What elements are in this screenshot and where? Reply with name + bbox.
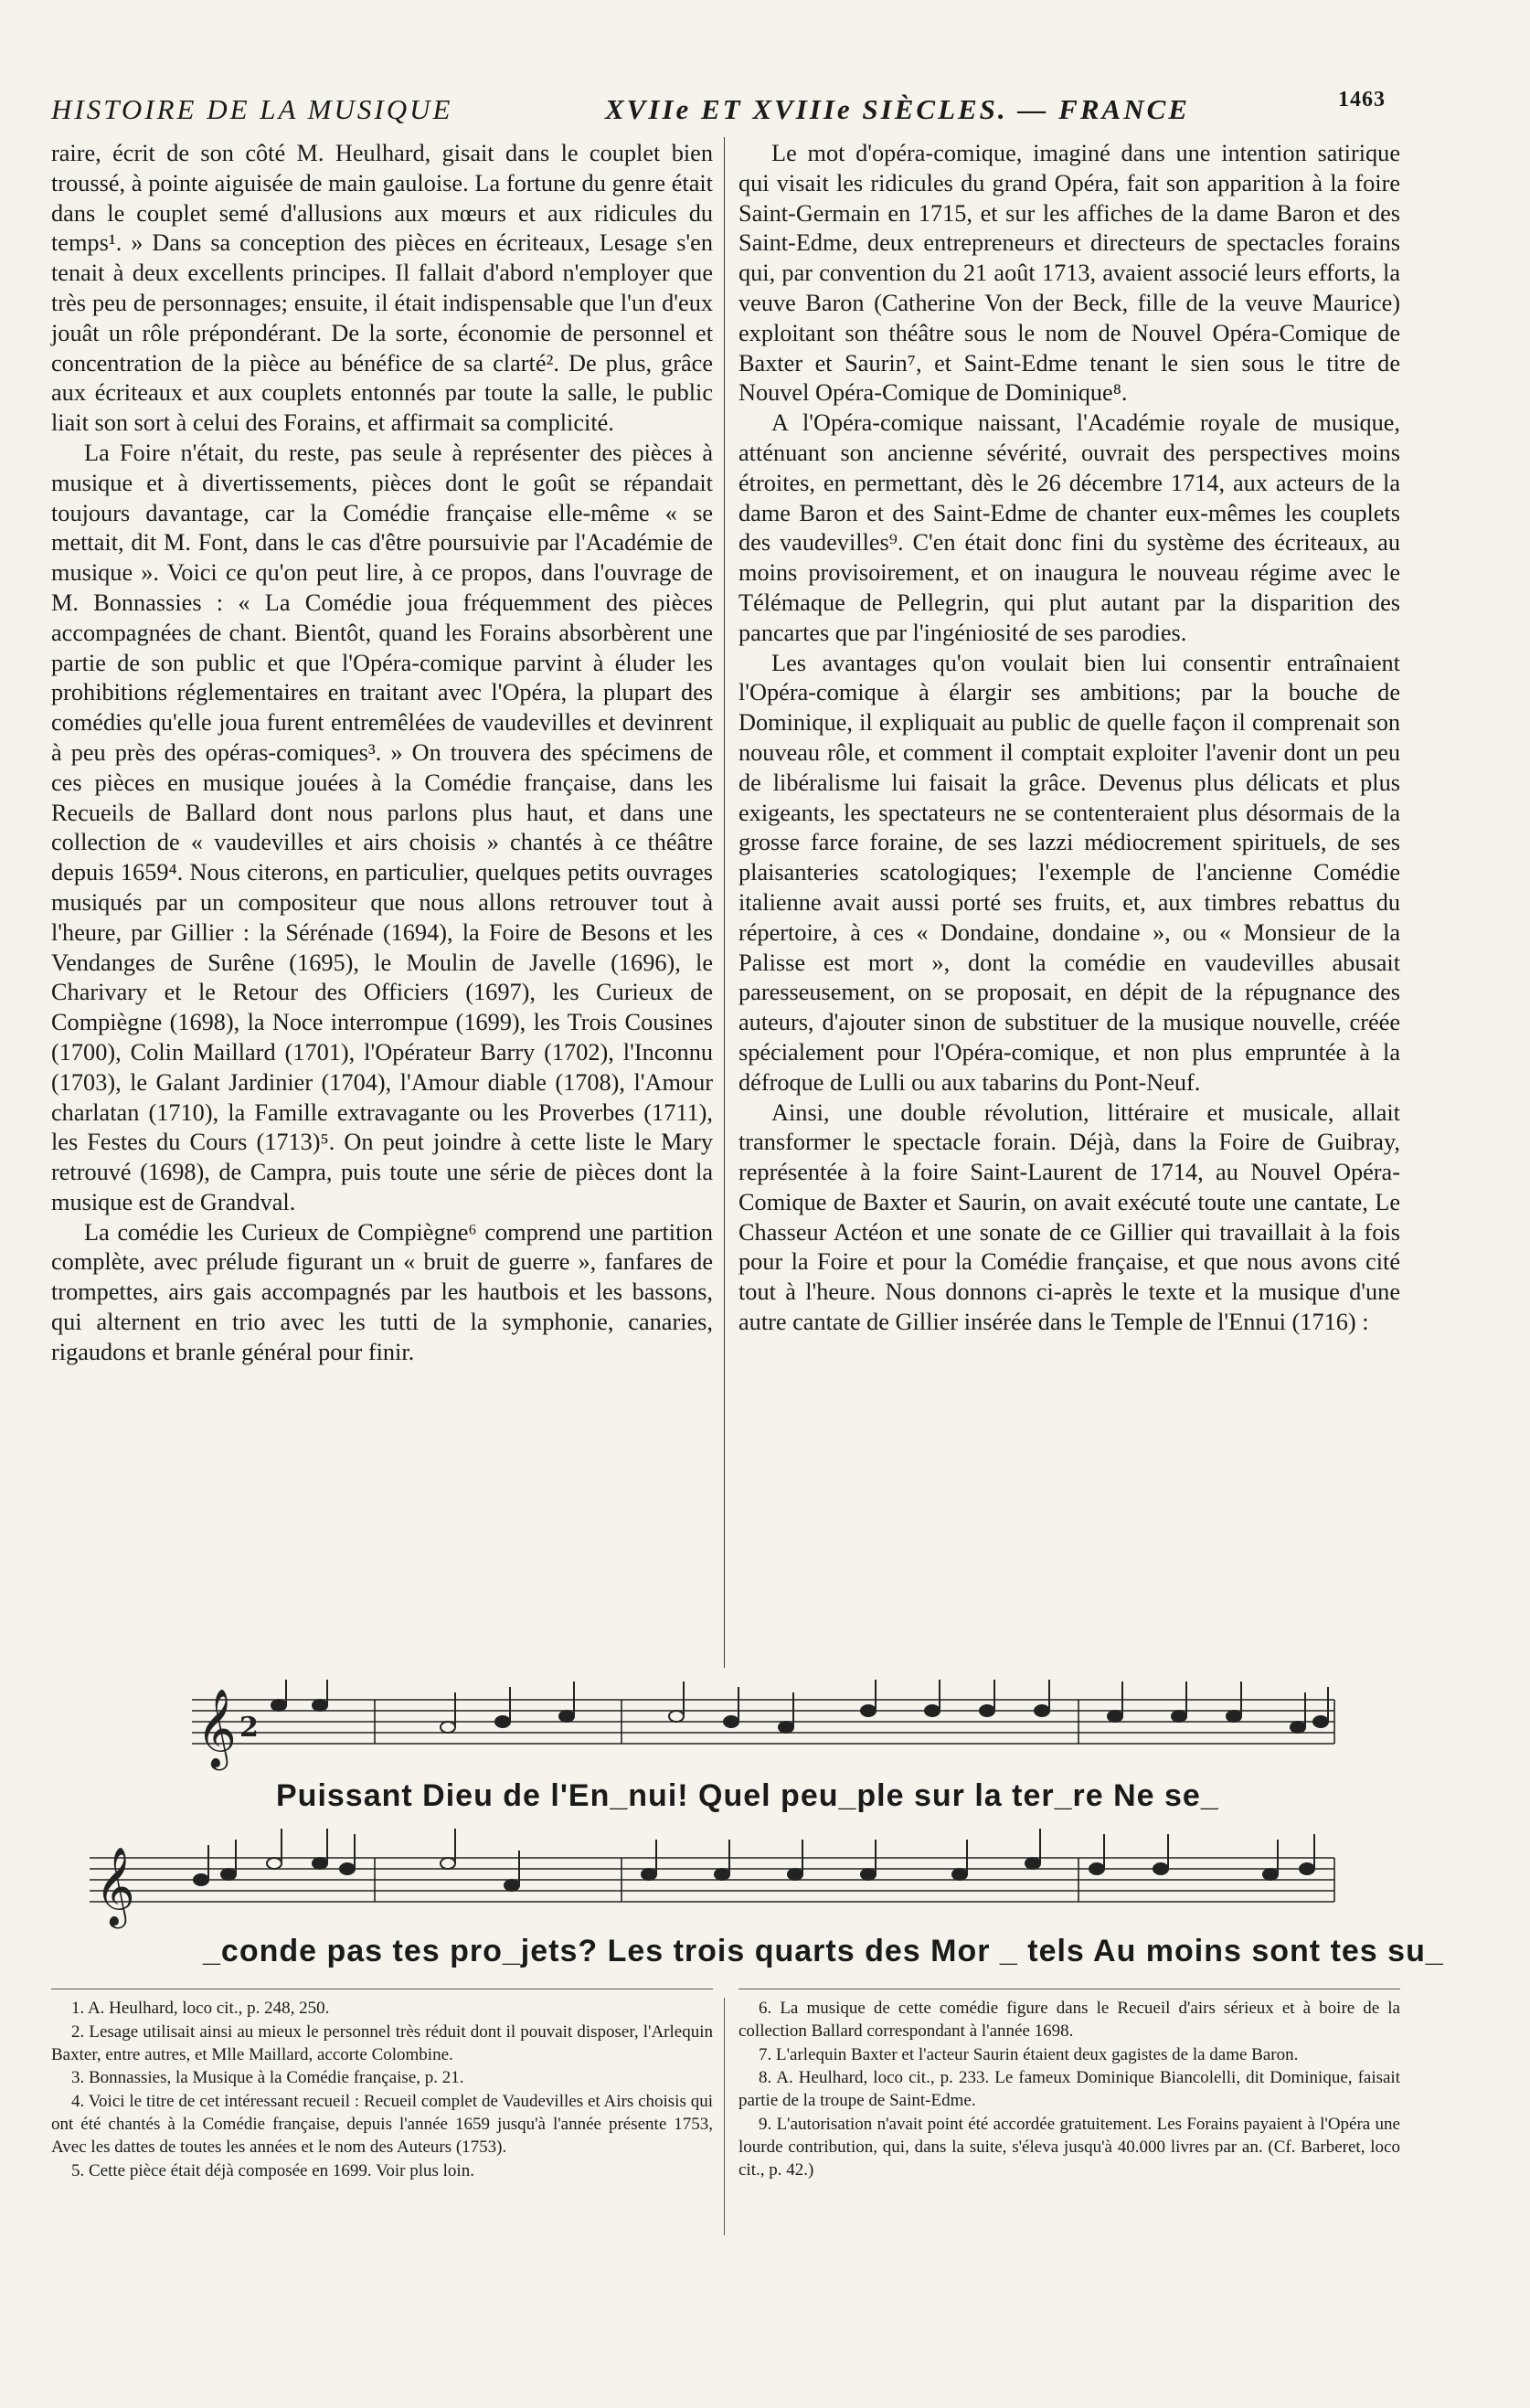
note-head	[505, 1880, 519, 1891]
footnote: 6. La musique de cette comédie figure dans le Recueil d'airs sérieux et à boire de la collection Ballard correspondant à l'année 1698.	[738, 1999, 1400, 2041]
lyrics-line-2: _conde pas tes pro_jets? Les trois quarts des Mor _ tels Au moins sont tes su_	[203, 1934, 1444, 1968]
note-head	[980, 1705, 994, 1716]
note-head	[925, 1705, 940, 1716]
note-head	[271, 1700, 286, 1711]
note-head	[221, 1869, 236, 1880]
note-head	[779, 1722, 793, 1733]
footnote: 5. Cette pièce était déjà composée en 1699. Voir plus loin.	[71, 2160, 474, 2180]
note-head	[559, 1711, 574, 1722]
note-head	[861, 1705, 876, 1716]
section-title: XVIIe ET XVIIIe SIÈCLES. — FRANCE	[605, 93, 1190, 125]
footnotes-left	[51, 1998, 713, 2183]
paragraph: Les avantages qu'on voulait bien lui consentir entraînaient l'Opéra-comique à élargir ses ambitions; par la bouche de Dominique, il expliquait au public de quelle façon il comprenait son nouveau rôle, et comment il comptait exploiter l'avenir dont un peu de libéralisme lui faisait la grâce. Devenus plus délicats et plus exigeants, les spectateurs ne se contenteraient plus désormais de la grosse farce foraine, de ses lazzi médiocrement spirituels, de ses plaisanteries scatologiques; l'exemple de l'ancienne Comédie italienne avait aussi porté ses fruits, et, aux timbres rebattus du répertoire, à ces « Dondaine, dondaine », ou « Monsieur de la Palisse est mort », dont la comédie en vaudevilles abusait paresseusement, on se proposait, en dépit de la répugnance des auteurs, d'ajouter sinon de substituer de la musique nouvelle, créée spécialement pour l'Opéra-comique, et non plus empruntée à la défroque de Lulli ou aux tabarins du Pont-Neuf.	[738, 649, 1400, 1096]
note-head	[788, 1869, 802, 1880]
footnote: 3. Bonnassies, la Musique à la Comédie française, p. 21.	[71, 2068, 464, 2088]
column-divider	[724, 137, 725, 1668]
paragraph: raire, écrit de son côté M. Heulhard, gisait dans le couplet bien troussé, à pointe aiguisée de main gauloise. La fortune du genre était dans le couplet semé d'allusions aux mœurs et aux ridicules du temps¹. » Dans sa conception des pièces en écriteaux, Lesage s'en tenait à deux excellents principes. Il fallait d'abord n'employer que très peu de personnages; ensuite, il était indispensable que l'un d'eux jouât un rôle prépondérant. De la sorte, économie de personnel et concentration de la pièce au bénéfice de sa clarté². De plus, grâce aux écriteaux et aux couplets entonnés par toute la salle, le public liait son sort à celui des Forains, et affirmait sa complicité.	[51, 140, 713, 437]
note-head	[441, 1722, 455, 1733]
paragraph: La Foire n'était, du reste, pas seule à représenter des pièces à musique et à divertissements, pièces dont le goût se répandait toujours davantage, car la Comédie française elle-même « se mettait, dit M. Font, dans le cas d'être poursuivie par l'Académie de musique ». Voici ce qu'on peut lire, à ce propos, dans l'ouvrage de M. Bonnassies : « La Comédie joua fréquemment des pièces accompagnées de chant. Bientôt, quand les Forains absorbèrent une partie de son public et que l'Opéra-comique parvint à éluder les prohibitions réglementaires en traitant avec l'Opéra, la plupart des comédies qu'elle joua furent entremêlées de vaudevilles et devinrent à peu près des opéras-comiques³. » On trouvera des spécimens de ces pièces en musique jouées à la Comédie française, dans les Recueils de Ballard dont nous parlons plus haut, et dans une collection de « vaudevilles et airs choisis » chantés à ce théâtre depuis 1659⁴. Nous citerons, en particulier, quelques petits ouvrages musiqués par un compositeur que nous allons retrouver tout à l'heure, par Gillier : la Sérénade (1694), la Foire de Besons et les Vendanges de Surêne (1695), le Moulin de Javelle (1696), le Charivary et le Retour des Officiers (1697), les Curieux de Compiègne (1698), la Noce interrompue (1699), les Trois Cousines (1700), Colin Maillard (1701), l'Opérateur Barry (1702), l'Inconnu (1703), le Galant Jardinier (1704), l'Amour diable (1708), l'Amour charlatan (1710), la Famille extravagante ou les Proverbes (1711), les Festes du Cours (1713)⁵. On peut joindre à cette liste le Mary retrouvé (1698), de Campra, puis toute une série de pièces dont la musique est de Grandval.	[51, 439, 713, 1215]
note-head	[1300, 1863, 1314, 1874]
note-head	[1263, 1869, 1278, 1880]
note-head	[313, 1858, 327, 1869]
page-number: 1463	[1338, 88, 1386, 111]
note-head	[194, 1874, 208, 1885]
paragraph: La comédie les Curieux de Compiègne⁶ comprend une partition complète, avec prélude figurant un « bruit de guerre », fanfares de trompettes, airs gais accompagnés par les hautbois et les bassons, qui alternent en trio avec les tutti de la symphonie, canaries, rigaudons et branle général pour finir.	[51, 1218, 713, 1365]
note-head	[1227, 1711, 1241, 1722]
lyrics-line-1: Puissant Dieu de l'En_nui! Quel peu_ple sur la ter_re Ne se_	[276, 1778, 1219, 1813]
time-signature: 2	[239, 1712, 259, 1744]
footnote: 7. L'arlequin Baxter et l'acteur Saurin étaient deux gagistes de la dame Baron.	[759, 2044, 1299, 2064]
paragraph: A l'Opéra-comique naissant, l'Académie royale de musique, atténuant son ancienne sévérité, ouvrait des perspectives moins étroites, en permettant, dès le 26 décembre 1714, aux acteurs de la dame Baron et des Saint-Edme de chanter eux-mêmes les couplets des vaudevilles⁹. C'en était donc fini du système des écriteaux, au moins provisoirement, et on inaugura le nouveau régime avec le Télémaque de Pellegrin, qui plut autant par la disparition des pancartes que par l'ingéniosité de ses parodies.	[738, 409, 1400, 646]
treble-clef-icon: 𝄞	[197, 1689, 237, 1767]
paragraph: Le mot d'opéra-comique, imaginé dans une intention satirique qui visait les ridicules du grand Opéra, fait son apparition à la foire Saint-Germain en 1715, et sur les affiches de la dame Baron et des Saint-Edme, deux entrepreneurs et directeurs de spectacles forains qui, par convention du 21 août 1713, avaient associé leurs efforts, la veuve Baron (Catherine Von der Beck, fille de la veuve Maurice) exploitant son théâtre sous le nom de Nouvel Opéra-Comique de Baxter et Saurin⁷, et Saint-Edme tenant le sien sous le titre de Nouvel Opéra-Comique de Dominique⁸.	[738, 140, 1400, 407]
note-head	[1035, 1705, 1049, 1716]
footnote: 8. A. Heulhard, loco cit., p. 233. Le fameux Dominique Biancolelli, dit Dominique, faisait partie de la troupe de Saint-Edme.	[738, 2068, 1400, 2111]
treble-clef-icon: 𝄞	[95, 1847, 135, 1925]
music-staves	[82, 1680, 1371, 1972]
note-head	[724, 1716, 738, 1727]
footnote: 9. L'autorisation n'avait point été accordée gratuitement. Les Forains payaient à l'Opéra une lourde contribution, qui, dans la suite, s'éleva jusqu'à 40.000 livres par an. (Cf. Barberet, loco cit., p. 42.)	[738, 2114, 1400, 2180]
note-head	[441, 1858, 455, 1869]
left-column	[51, 139, 713, 1368]
note-head	[267, 1858, 282, 1869]
note-head	[669, 1711, 684, 1722]
music-score	[82, 1680, 1444, 1972]
note-head	[1089, 1863, 1104, 1874]
footnote: 4. Voici le titre de cet intéressant recueil : Recueil complet de Vaudevilles et Airs choisis qui ont été chantés à la Comédie française, depuis l'année 1659 jusqu'à l'année présente 1753, Avec les dattes de toutes les années et le nom des Auteurs (1753).	[51, 2092, 713, 2157]
note-head	[715, 1869, 729, 1880]
note-head	[1025, 1858, 1040, 1869]
running-title: HISTOIRE DE LA MUSIQUE	[51, 93, 453, 125]
note-head	[1291, 1722, 1305, 1733]
note-head	[642, 1869, 656, 1880]
note-head	[340, 1863, 355, 1874]
note-head	[1313, 1716, 1328, 1727]
note-head	[313, 1700, 327, 1711]
note-head	[495, 1716, 510, 1727]
footnote: 1. A. Heulhard, loco cit., p. 248, 250.	[71, 1999, 330, 2018]
footnotes-right	[738, 1998, 1400, 2182]
note-head	[952, 1869, 967, 1880]
right-column	[738, 139, 1400, 1338]
note-head	[1172, 1711, 1186, 1722]
page-header	[51, 88, 1386, 133]
paragraph: Ainsi, une double révolution, littéraire et musicale, allait transformer le spectacle forain. Déjà, dans la Foire de Guibray, représentée à la foire Saint-Laurent de 1714, au Nouvel Opéra-Comique de Baxter et Saurin, on avait exécuté toute une cantate, Le Chasseur Actéon et une sonate de ce Gillier qui travaillait à la fois pour la Foire et pour la Comédie française, et que nous avons cité tout à l'heure. Nous donnons ci-après le texte et la musique d'une autre cantate de Gillier insérée dans le Temple de l'Ennui (1716) :	[738, 1098, 1400, 1336]
footnote-column-divider	[724, 1998, 725, 2235]
note-head	[861, 1869, 876, 1880]
note-head	[1108, 1711, 1122, 1722]
footnote: 2. Lesage utilisait ainsi au mieux le personnel très réduit dont il pouvait disposer, l'Arlequin Baxter, entre autres, et Mlle Maillard, accorte Colombine.	[51, 2021, 713, 2064]
note-head	[1153, 1863, 1168, 1874]
